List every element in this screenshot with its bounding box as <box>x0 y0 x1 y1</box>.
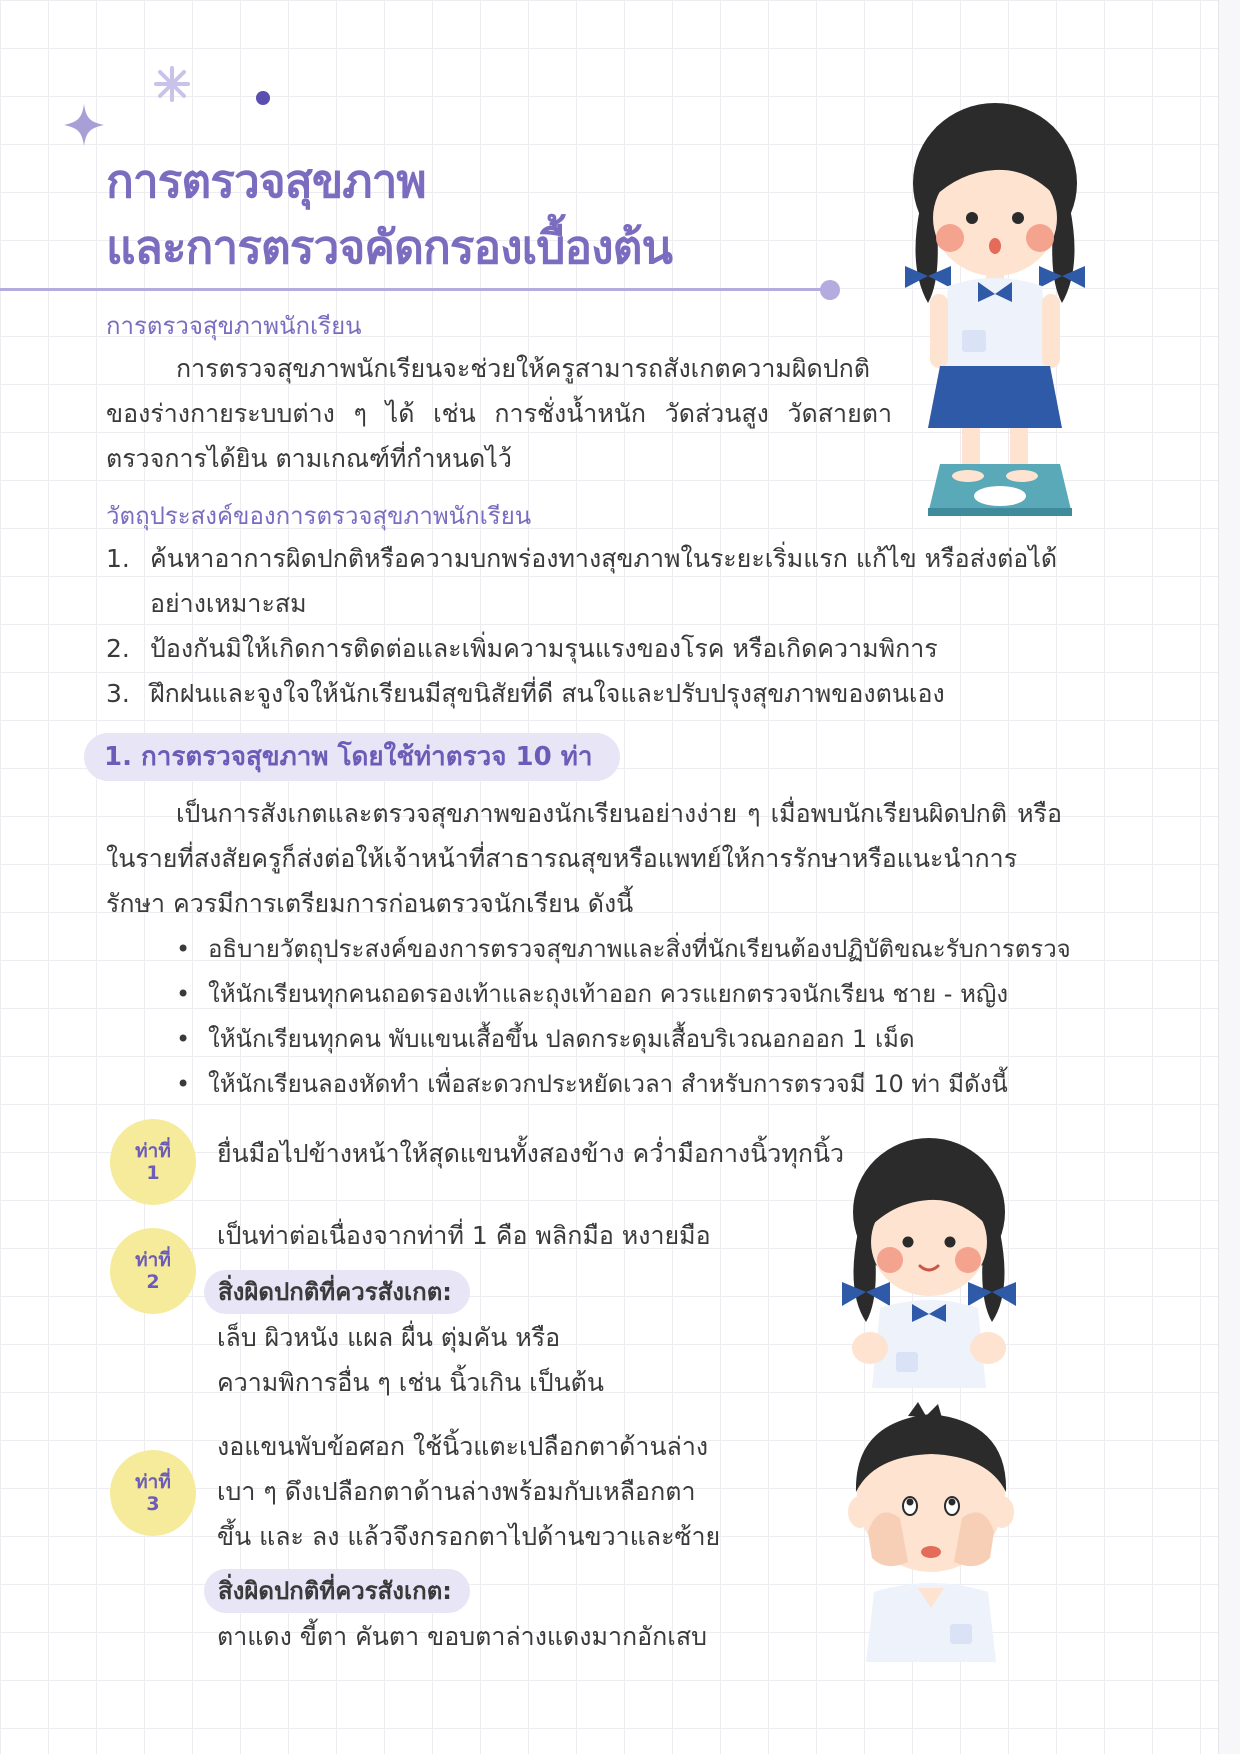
item-text: ฝึกฝนและจูงใจให้นักเรียนมีสุขนิสัยที่ดี สนใจและปรับปรุงสุขภาพของตนเอง <box>150 679 945 708</box>
pose-label: ท่าที่ <box>135 1471 171 1493</box>
pose-3-text-line-2: เบา ๆ ดึงเปลือกตาด้านล่างพร้อมกับเหลือกตา <box>217 1477 696 1506</box>
list-item <box>106 536 1066 626</box>
title-divider <box>0 288 828 291</box>
item-number: 3. <box>106 679 130 708</box>
pose-number: 1 <box>146 1162 160 1184</box>
objectives-list <box>106 536 1066 716</box>
list-item: • ให้นักเรียนทุกคน พับแขนเสื้อขึ้น ปลดกระดุมเสื้อบริเวณอกออก 1 เม็ด <box>176 1017 1086 1062</box>
girl-hands-illustration <box>836 1132 1022 1388</box>
pose-3-text-line-3: ขึ้น และ ลง แล้วจึงกรอกตาไปด้านขวาและซ้าย <box>217 1522 721 1551</box>
objectives-heading: วัตถุประสงค์ของการตรวจสุขภาพนักเรียน <box>106 502 532 530</box>
pose-number: 3 <box>146 1493 160 1515</box>
pose-label: ท่าที่ <box>135 1249 171 1271</box>
page-title-line-2: และการตรวจคัดกรองเบื้องต้น <box>106 220 672 274</box>
preparation-list <box>176 927 1086 1107</box>
student-health-paragraph <box>106 346 892 481</box>
student-health-heading: การตรวจสุขภาพนักเรียน <box>106 312 362 340</box>
pose-1-badge <box>110 1119 196 1205</box>
girl-on-scale-illustration <box>890 98 1100 518</box>
boy-eye-check-illustration <box>838 1402 1024 1662</box>
divider-dot-icon <box>820 280 840 300</box>
page-edge <box>1218 0 1240 1754</box>
dot-icon <box>255 90 271 106</box>
pose-2-observe-label: สิ่งผิดปกติที่ควรสังเกต: <box>204 1270 470 1314</box>
item-number: 1. <box>106 544 130 573</box>
item-text: ป้องกันมิให้เกิดการติดต่อและเพิ่มความรุนแรงของโรค หรือเกิดความพิการ <box>150 634 938 663</box>
student-health-body: การตรวจสุขภาพนักเรียนจะช่วยให้ครูสามารถสังเกตความผิดปกติของร่างกายระบบต่าง ๆ ได้ เช่น การชั่งน้ำหนัก วัดส่วนสูง วัดสายตา ตรวจการได้ยิน ตามเกณฑ์ที่กำหนดไว้ <box>106 354 892 473</box>
list-item <box>106 671 1066 716</box>
list-item <box>106 626 1066 671</box>
item-text: ค้นหาอาการผิดปกติหรือความบกพร่องทางสุขภาพในระยะเริ่มแรก แก้ไข หรือส่งต่อได้อย่างเหมาะสม <box>150 544 1058 618</box>
list-item: • ให้นักเรียนลองหัดทำ เพื่อสะดวกประหยัดเวลา สำหรับการตรวจมี 10 ท่า มีดังนี้ <box>176 1062 1086 1107</box>
pose-2-observe-line-1: เล็บ ผิวหนัง แผล ผื่น ตุ่มคัน หรือ <box>217 1323 561 1352</box>
pose-number: 2 <box>146 1271 160 1293</box>
pose-1-text: ยื่นมือไปข้างหน้าให้สุดแขนทั้งสองข้าง คว่ำมือกางนิ้วทุกนิ้ว <box>217 1139 845 1168</box>
pose-3-observe-line-1: ตาแดง ขี้ตา คันตา ขอบตาล่างแดงมากอักเสบ <box>217 1622 707 1651</box>
pose-2-observe-line-2: ความพิการอื่น ๆ เช่น นิ้วเกิน เป็นต้น <box>217 1368 605 1397</box>
sparkle-icon <box>64 104 104 146</box>
section-1-intro: เป็นการสังเกตและตรวจสุขภาพของนักเรียนอย่างง่าย ๆ เมื่อพบนักเรียนผิดปกติ หรือในรายที่สงสัยครูก็ส่งต่อให้เจ้าหน้าที่สาธารณสุขหรือแพทย์ให้การรักษาหรือแนะนำการรักษา ควรมีการเตรียมการก่อนตรวจนักเรียน ดังนี้ <box>106 799 1062 918</box>
pose-3-text-line-1: งอแขนพับข้อศอก ใช้นิ้วแตะเปลือกตาด้านล่าง <box>217 1432 709 1461</box>
asterisk-icon <box>154 66 190 102</box>
pose-3-badge <box>110 1450 196 1536</box>
pose-label: ท่าที่ <box>135 1140 171 1162</box>
section-1-intro-paragraph <box>106 791 1062 926</box>
item-number: 2. <box>106 634 130 663</box>
pose-2-badge <box>110 1228 196 1314</box>
list-item: • ให้นักเรียนทุกคนถอดรองเท้าและถุงเท้าออก ควรแยกตรวจนักเรียน ชาย - หญิง <box>176 972 1086 1017</box>
section-1-heading: 1. การตรวจสุขภาพ โดยใช้ท่าตรวจ 10 ท่า <box>84 733 620 781</box>
pose-2-text: เป็นท่าต่อเนื่องจากท่าที่ 1 คือ พลิกมือ หงายมือ <box>217 1221 711 1250</box>
pose-3-observe-label: สิ่งผิดปกติที่ควรสังเกต: <box>204 1569 470 1613</box>
list-item: • อธิบายวัตถุประสงค์ของการตรวจสุขภาพและสิ่งที่นักเรียนต้องปฏิบัติขณะรับการตรวจ <box>176 927 1086 972</box>
page-title-line-1: การตรวจสุขภาพ <box>106 154 426 208</box>
